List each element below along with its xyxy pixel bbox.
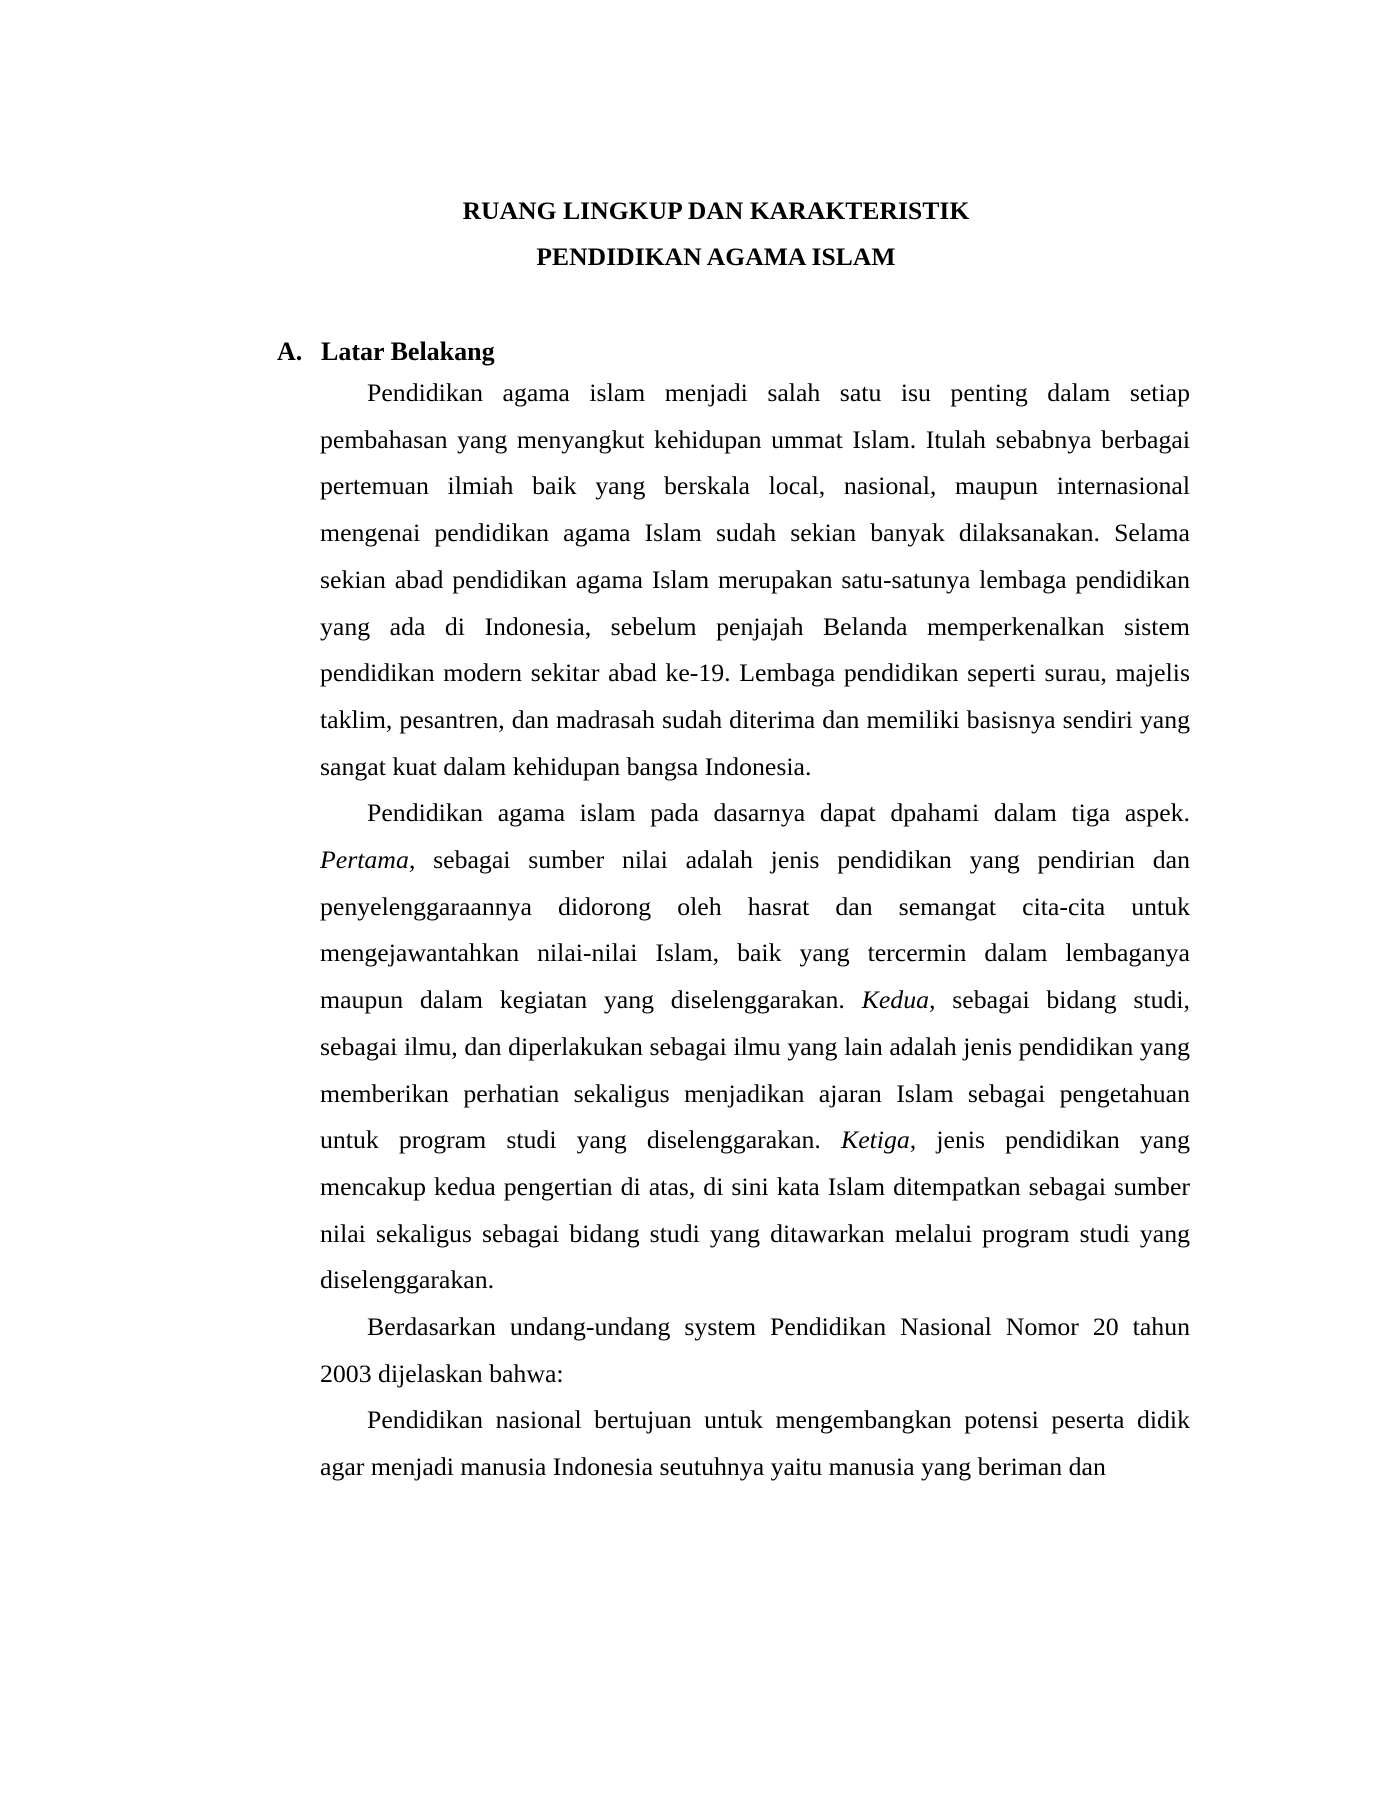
title-line-1: RUANG LINGKUP DAN KARAKTERISTIK xyxy=(462,196,970,225)
paragraph-2-part-4: jenis pendidikan yang mencakup kedua pengertian di atas, di sini kata Islam ditempatkan sebagai sumber nilai sekaligus sebagai bidang studi yang ditawarkan melalui program studi yang diselenggarakan. xyxy=(320,1125,1190,1295)
section-heading-text: Latar Belakang xyxy=(321,337,495,366)
paragraph-2-italic-pertama: Pertama, xyxy=(320,845,416,875)
title-line-2: PENDIDIKAN AGAMA ISLAM xyxy=(536,242,896,271)
document-title xyxy=(0,188,1391,280)
section-heading xyxy=(277,329,495,375)
paragraph-4: Pendidikan nasional bertujuan untuk mengembangkan potensi peserta didik agar menjadi manusia Indonesia seutuhnya yaitu manusia yang beriman dan xyxy=(320,1405,1190,1482)
paragraph-2-part-2: sebagai sumber nilai adalah jenis pendidikan yang pendirian dan penyelenggaraannya didorong oleh hasrat dan semangat cita-cita untuk mengejawantahkan nilai-nilai Islam, baik yang tercermin dalam lembaganya maupun dalam kegiatan yang diselenggarakan. xyxy=(320,845,1190,1015)
section-marker: A. xyxy=(277,337,303,366)
body-text xyxy=(320,370,1190,1491)
paragraph-2-part-1: Pendidikan agama islam pada dasarnya dapat dpahami dalam tiga aspek. xyxy=(367,798,1190,828)
paragraph-1: Pendidikan agama islam menjadi salah satu isu penting dalam setiap pembahasan yang menyangkut kehidupan ummat Islam. Itulah sebabnya berbagai pertemuan ilmiah baik yang berskala local, nasional, maupun internasional mengenai pendidikan agama Islam sudah sekian banyak dilaksanakan. Selama sekian abad pendidikan agama Islam merupakan satu-satunya lembaga pendidikan yang ada di Indonesia, sebelum penjajah Belanda memperkenalkan sistem pendidikan modern sekitar abad ke-19. Lembaga pendidikan seperti surau, majelis taklim, pesantren, dan madrasah sudah diterima dan memiliki basisnya sendiri yang sangat kuat dalam kehidupan bangsa Indonesia. xyxy=(320,378,1190,781)
paragraph-2-part-3: sebagai bidang studi, sebagai ilmu, dan diperlakukan sebagai ilmu yang lain adalah jenis pendidikan yang memberikan perhatian sekaligus menjadikan ajaran Islam sebagai pengetahuan untuk program studi yang diselenggarakan. xyxy=(320,985,1191,1155)
paragraph-2 xyxy=(320,790,1190,1304)
paragraph-2-italic-kedua: Kedua, xyxy=(861,985,936,1015)
paragraph-2-italic-ketiga: Ketiga, xyxy=(840,1125,917,1155)
paragraph-3: Berdasarkan undang-undang system Pendidikan Nasional Nomor 20 tahun 2003 dijelaskan bahwa: xyxy=(320,1312,1190,1388)
